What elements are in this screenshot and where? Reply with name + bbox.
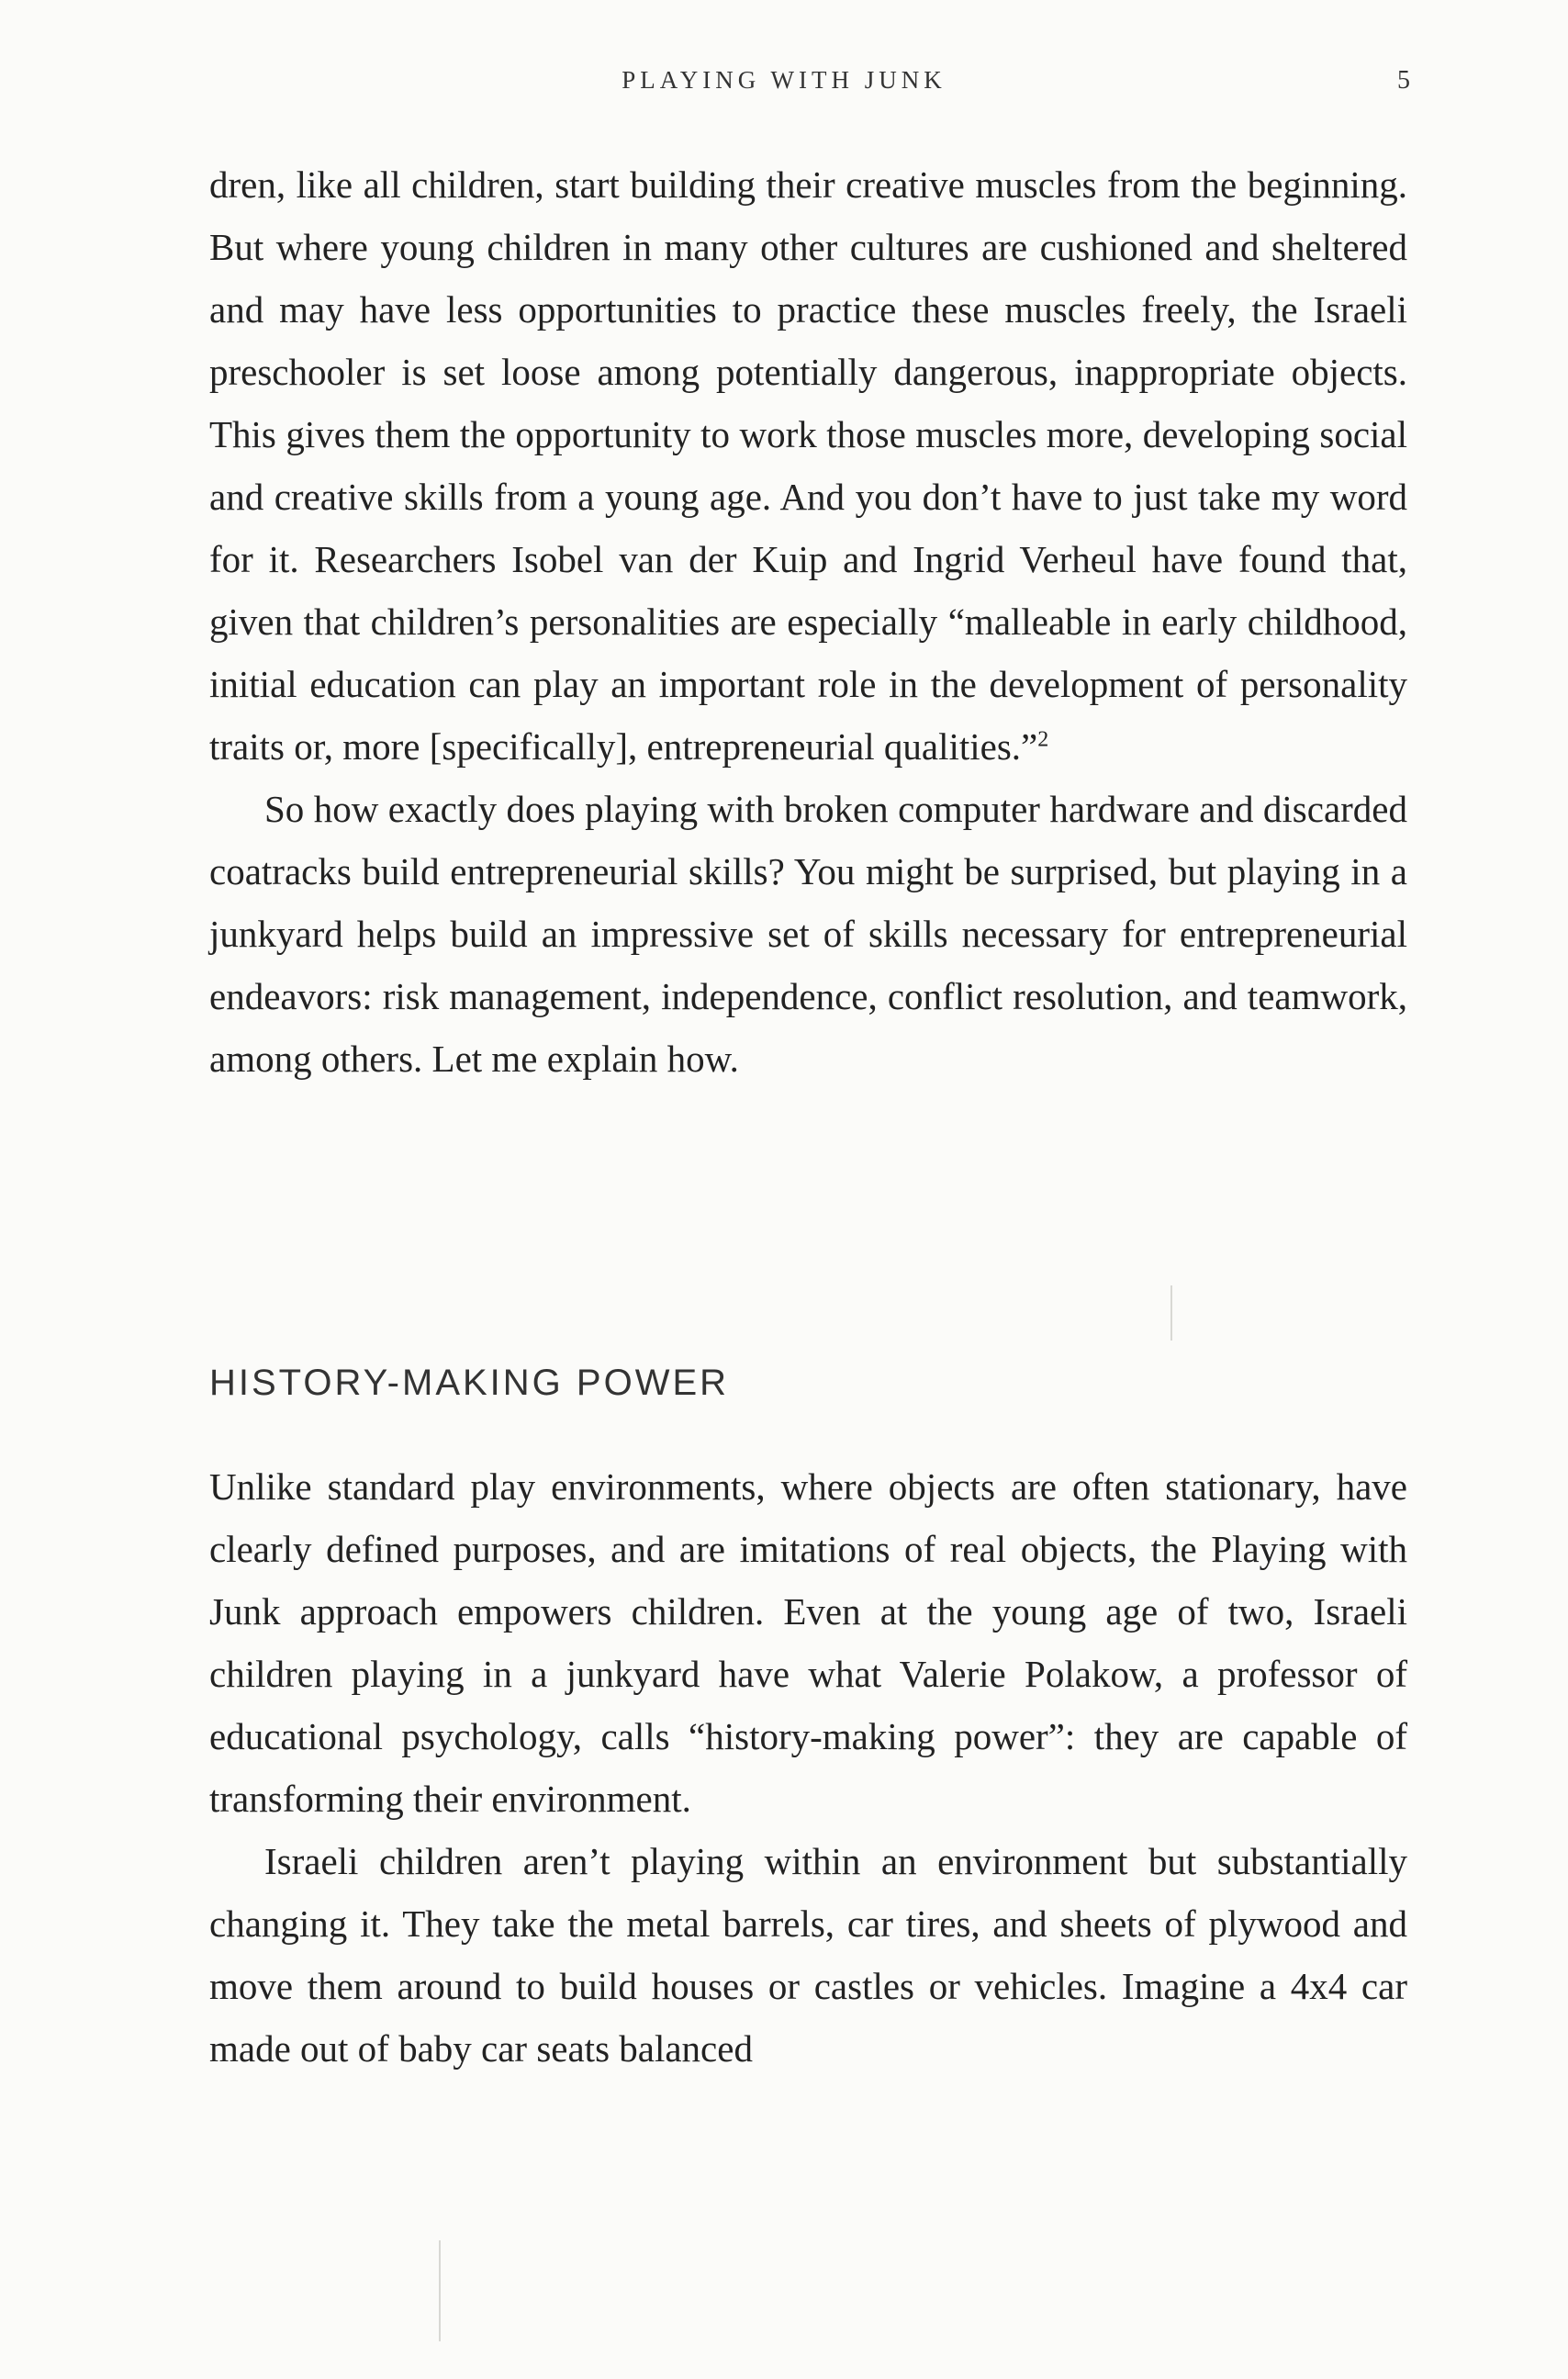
scan-crease-mark [439,2240,441,2341]
page-number: 5 [1397,66,1410,95]
footnote-marker[interactable]: 2 [1037,727,1049,752]
scan-crease-mark [1170,1285,1172,1341]
paragraph [209,153,1407,778]
paragraph: Israeli children aren’t playing within an environment but substantially changing it. They take the metal barrels, car tires, and sheets of plywood and move them around to build houses or castles or vehicles. Imagine a 4x4 car made out of baby car seats balanced [209,1840,1407,2070]
paragraph-text: dren, like all children, start building their creative muscles from the beginning. But where young children in many other cultures are cushioned and sheltered and may have less opportunities to practice these muscles freely, the Israeli preschooler is set loose among potentially dangerous, inappropriate objects. This gives them the opportunity to work those muscles more, developing social and creative skills from a young age. And you don’t have to just take my word for it. Researchers Isobel van der Kuip and Ingrid Verheul have found that, given that children’s personalities are especially “malleable in early childhood, initial education can play an important role in the development of personality traits or, more [specifically], entrepreneurial qualities.” [209,163,1407,768]
running-head [0,57,1568,112]
body-text-upper [209,153,1407,1090]
paragraph: So how exactly does playing with broken computer hardware and discarded coatracks build entrepreneurial skills? You might be surprised, but playing in a junkyard helps build an impressive set of skills necessary for entrepreneurial endeavors: risk management, independence, conflict resolution, and teamwork, among others. Let me explain how. [209,788,1407,1080]
body-text-lower [209,1455,1407,2080]
section-heading: HISTORY-MAKING POWER [209,1363,730,1403]
paragraph: Unlike standard play environments, where objects are often stationary, have clearly defined purposes, and are imitations of real objects, the Playing with Junk approach empowers children. Even at the young age of two, Israeli children playing in a junkyard have what Valerie Polakow, a professor of educational psychology, calls “history-making power”: they are capable of transforming their environment. [209,1465,1407,1820]
running-title: PLAYING WITH JUNK [622,66,946,94]
